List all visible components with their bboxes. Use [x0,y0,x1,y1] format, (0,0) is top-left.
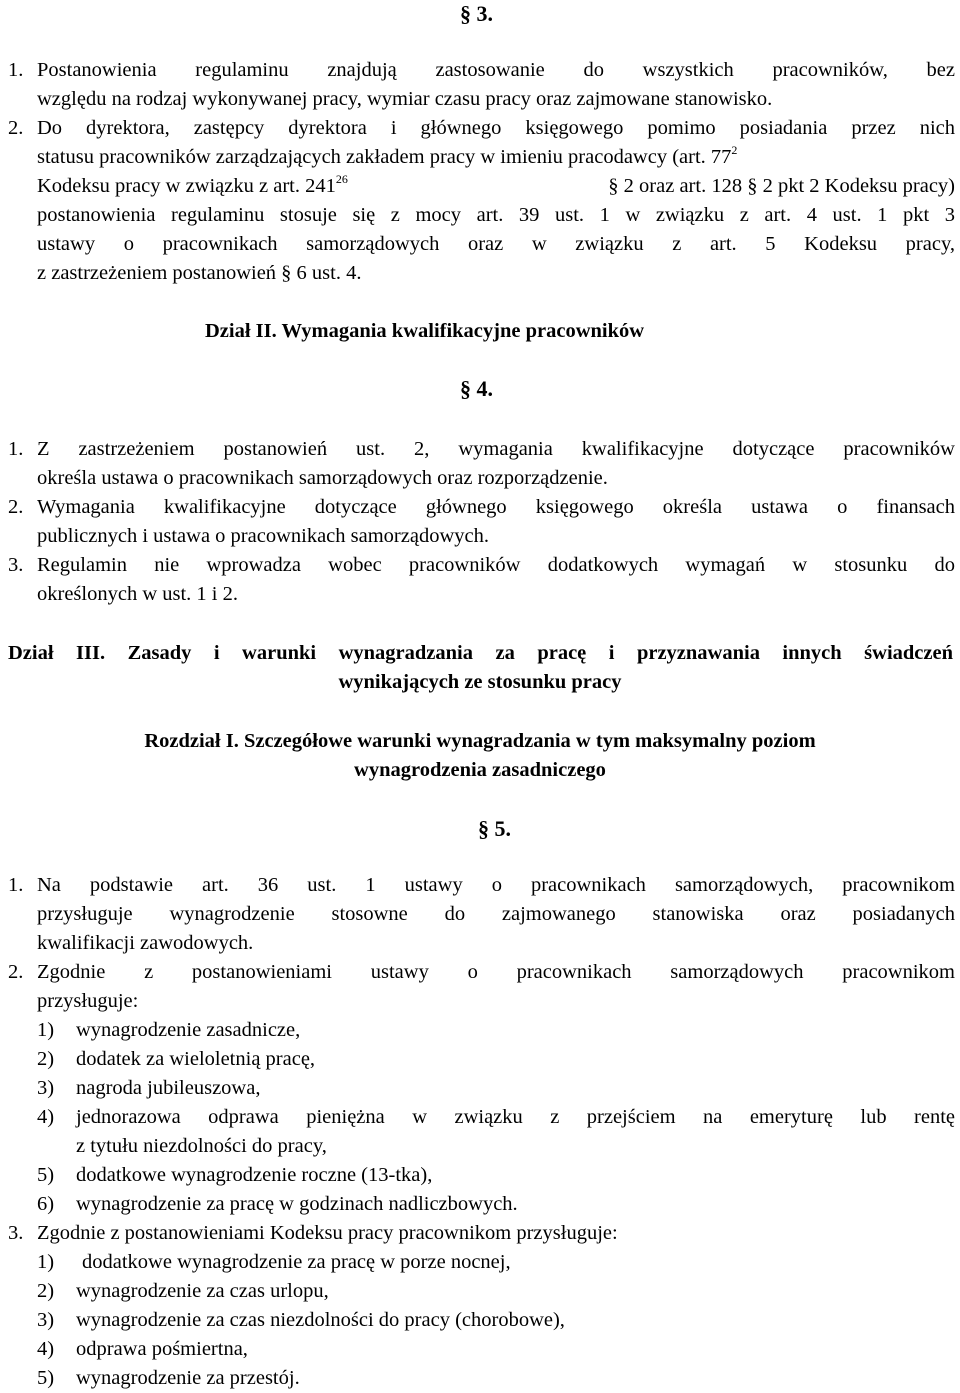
chapter-title: Rozdział I. Szczegółowe warunki wynagradzania w tym maksymalny poziom [144,730,816,752]
paragraph-line: postanowienia regulaminu stosuje się z mocy art. 39 ust. 1 w związku z art. 4 ust. 1 pkt 3 [37,204,955,226]
paragraph-number: 1. [8,59,24,81]
paragraph-number: 1. [8,874,24,896]
paragraph-line: określa ustawa o pracownikach samorządowych oraz rozporządzenie. [37,467,608,489]
list-item-cont: z tytułu niezdolności do pracy, [76,1135,327,1157]
list-item: jednorazowa odprawa pieniężna w związku z przejściem na emeryturę lub rentę [76,1106,955,1128]
list-item: wynagrodzenie za pracę w godzinach nadliczbowych. [76,1193,518,1215]
paragraph-number: 1. [8,438,24,460]
paragraph-line: Zgodnie z postanowieniami ustawy o pracownikach samorządowych pracownikom [37,961,955,983]
division-title: Dział II. Wymagania kwalifikacyjne pracowników [205,320,645,342]
chapter-title-cont: wynagrodzenia zasadniczego [354,759,606,781]
paragraph-line: Zgodnie z postanowieniami Kodeksu pracy pracownikom przysługuje: [37,1222,618,1244]
paragraph-line: Postanowienia regulaminu znajdują zastosowanie do wszystkich pracowników, bez [37,59,955,81]
list-item: dodatkowe wynagrodzenie roczne (13-tka), [76,1164,433,1186]
list-item-number: 5) [37,1367,55,1389]
division-title: Dział III. Zasady i warunki wynagradzania za pracę i przyznawania innych świadczeń [8,642,953,664]
paragraph-number: 2. [8,961,24,983]
paragraph-line-with-sup: Kodeksu pracy w związku z art. $241^{26}$ § 2 oraz art. 128 § 2 pkt 2 Kodeksu pracy) [37,172,955,197]
list-item: wynagrodzenie za czas urlopu, [76,1280,329,1302]
list-item: wynagrodzenie zasadnicze, [76,1019,301,1041]
superscript: 26 [335,172,348,186]
list-item: nagroda jubileuszowa, [76,1077,261,1099]
paragraph-line: Regulamin nie wprowadza wobec pracowników dodatkowych wymagań w stosunku do [37,554,955,576]
paragraph-line: Z zastrzeżeniem postanowień ust. 2, wymagania kwalifikacyjne dotyczące pracowników [37,438,955,460]
list-item: dodatek za wieloletnią pracę, [76,1048,316,1070]
list-item: wynagrodzenie za przestój. [76,1367,300,1389]
list-item-number: 3) [37,1309,55,1331]
paragraph-line: ustawy o pracownikach samorządowych oraz w związku z art. 5 Kodeksu pracy, [37,233,955,255]
list-item: dodatkowe wynagrodzenie za pracę w porze nocnej, [82,1251,511,1273]
paragraph-line: przysługuje wynagrodzenie stosowne do zajmowanego stanowiska oraz posiadanych [37,903,955,925]
list-item-number: 3) [37,1077,55,1099]
paragraph-line: względu na rodzaj wykonywanej pracy, wymiar czasu pracy oraz zajmowane stanowisko. [37,88,773,110]
list-item-number: 5) [37,1164,55,1186]
list-item-number: 1) [37,1251,55,1273]
section-heading: § 3. [460,1,493,26]
paragraph-line: Do dyrektora, zastępcy dyrektora i głównego księgowego pomimo posiadania przez nich [37,117,955,139]
section-heading: § 4. [460,376,493,401]
paragraph-line: przysługuje: [37,990,139,1012]
list-item: wynagrodzenie za czas niezdolności do pracy (chorobowe), [76,1309,565,1331]
division-title-cont: wynikających ze stosunku pracy [338,671,622,693]
list-item-number: 4) [37,1338,55,1360]
list-item-number: 4) [37,1106,55,1128]
list-item: odprawa pośmiertna, [76,1338,248,1360]
paragraph-line: Wymagania kwalifikacyjne dotyczące głównego księgowego określa ustawa o finansach [37,496,955,518]
list-item-number: 2) [37,1280,55,1302]
paragraph-number: 3. [8,1222,24,1244]
paragraph-line-with-sup: statusu pracowników zarządzających zakładem pracy w imieniu pracodawcy (art. $77^2$ [37,143,738,168]
list-item-number: 2) [37,1048,55,1070]
paragraph-line: publicznych i ustawa o pracownikach samorządowych. [37,525,489,547]
paragraph-number: 3. [8,554,24,576]
list-item-number: 6) [37,1193,55,1215]
paragraph-number: 2. [8,117,24,139]
paragraph-line: Na podstawie art. 36 ust. 1 ustawy o pracownikach samorządowych, pracownikom [37,874,955,896]
paragraph-number: 2. [8,496,24,518]
paragraph-line: kwalifikacji zawodowych. [37,932,254,954]
paragraph-line: określonych w ust. 1 i 2. [37,583,238,605]
section-heading: § 5. [478,816,511,841]
list-item-number: 1) [37,1019,55,1041]
paragraph-line: z zastrzeżeniem postanowień § 6 ust. 4. [37,262,362,284]
superscript: 2 [731,143,738,157]
